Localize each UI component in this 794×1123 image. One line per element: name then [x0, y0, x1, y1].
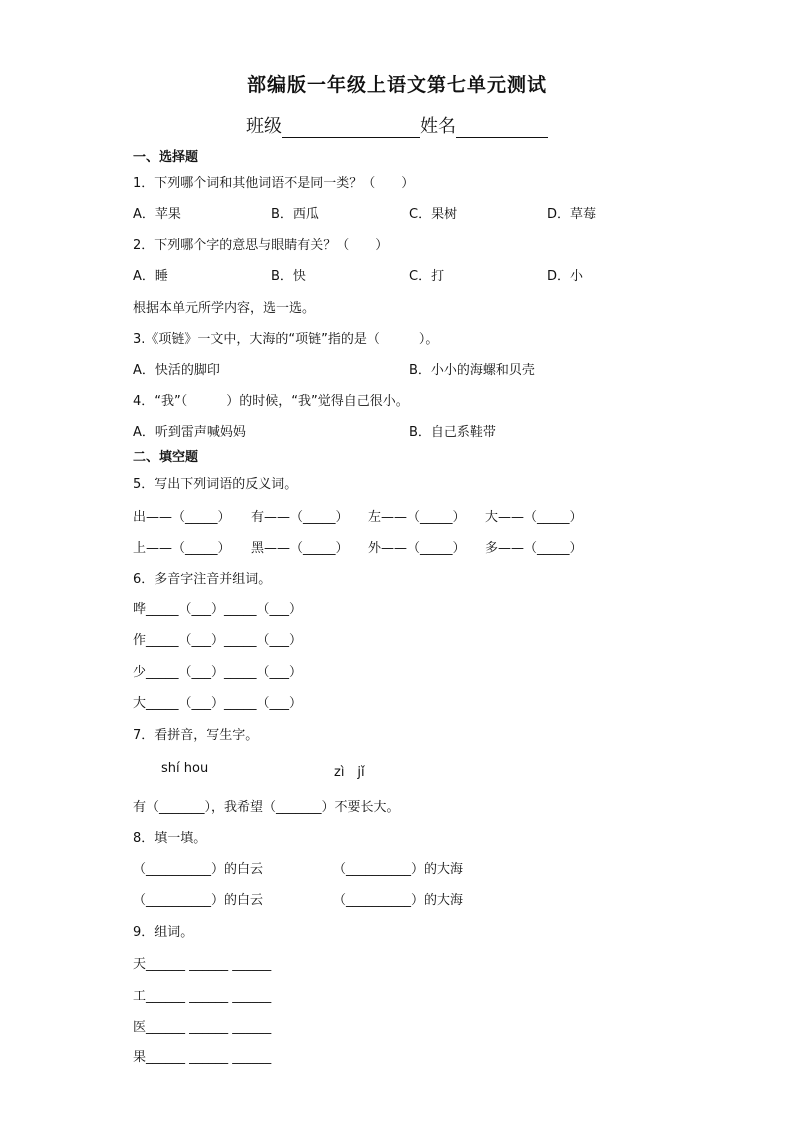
- section-heading-choice: 一、选择题: [133, 150, 199, 165]
- polyphone-row[interactable]: 少_____（___）_____（___）: [133, 665, 303, 680]
- name-label: 姓名: [420, 116, 456, 137]
- fill-item[interactable]: （__________）的大海: [333, 893, 464, 908]
- option-d[interactable]: D．草莓: [547, 207, 597, 222]
- class-label: 班级: [246, 116, 282, 137]
- option-c[interactable]: C．果树: [409, 207, 458, 222]
- antonym-item[interactable]: 出——（_____）: [133, 510, 231, 525]
- option-c[interactable]: C．打: [409, 269, 445, 284]
- question-5: 5．写出下列词语的反义词。: [133, 477, 298, 492]
- pinyin-ziji: zì jǐ: [334, 765, 365, 780]
- polyphone-row[interactable]: 哗_____（___）_____（___）: [133, 602, 303, 617]
- section-heading-fill: 二、填空题: [133, 450, 199, 465]
- option-d[interactable]: D．小: [547, 269, 584, 284]
- question-6: 6．多音字注音并组词。: [133, 572, 272, 587]
- word-row[interactable]: 工______ ______ ______: [133, 989, 272, 1004]
- fill-item[interactable]: （__________）的白云: [133, 862, 264, 877]
- name-class-line: [0, 112, 794, 138]
- option-a[interactable]: A．苹果: [133, 207, 181, 222]
- antonym-item[interactable]: 有——（_____）: [251, 510, 349, 525]
- page-title: 部编版一年级上语文第七单元测试: [246, 74, 547, 96]
- polyphone-row[interactable]: 大_____（___）_____（___）: [133, 696, 303, 711]
- question-7: 7．看拼音，写生字。: [133, 728, 259, 743]
- antonym-item[interactable]: 外——（_____）: [368, 541, 466, 556]
- instruction-text: 根据本单元所学内容，选一选。: [133, 301, 316, 316]
- question-8: 8．填一填。: [133, 831, 207, 846]
- option-b[interactable]: B．快: [271, 269, 306, 284]
- name-blank[interactable]: [456, 119, 548, 138]
- option-b[interactable]: B．自己系鞋带: [409, 425, 496, 440]
- question-4: 4．“我”（ ）的时候，“我”觉得自己很小。: [133, 394, 409, 409]
- word-row[interactable]: 果______ ______ ______: [133, 1050, 272, 1065]
- fill-item[interactable]: （__________）的白云: [133, 893, 264, 908]
- antonym-item[interactable]: 大——（_____）: [485, 510, 583, 525]
- antonym-item[interactable]: 左——（_____）: [368, 510, 466, 525]
- question-1: 1．下列哪个词和其他词语不是同一类？（ ）: [133, 176, 415, 191]
- question-2: 2．下列哪个字的意思与眼睛有关？（ ）: [133, 238, 389, 253]
- fill-item[interactable]: （__________）的大海: [333, 862, 464, 877]
- option-b[interactable]: B．小小的海螺和贝壳: [409, 363, 535, 378]
- option-a[interactable]: A．快活的脚印: [133, 363, 220, 378]
- class-blank[interactable]: [282, 119, 420, 138]
- polyphone-row[interactable]: 作_____（___）_____（___）: [133, 633, 303, 648]
- antonym-item[interactable]: 黑——（_____）: [251, 541, 349, 556]
- option-a[interactable]: A．睡: [133, 269, 168, 284]
- question-9: 9．组词。: [133, 925, 194, 940]
- antonym-item[interactable]: 上——（_____）: [133, 541, 231, 556]
- option-b[interactable]: B．西瓜: [271, 207, 319, 222]
- word-row[interactable]: 天______ ______ ______: [133, 957, 272, 972]
- antonym-item[interactable]: 多——（_____）: [485, 541, 583, 556]
- pinyin-shihou: shí hou: [161, 761, 209, 776]
- question-3: 3.《项链》一文中，大海的“项链”指的是（ ）。: [133, 332, 439, 347]
- pinyin-sentence[interactable]: 有（_______），我希望（_______）不要长大。: [133, 800, 400, 815]
- word-row[interactable]: 医______ ______ ______: [133, 1020, 272, 1035]
- option-a[interactable]: A．听到雷声喊妈妈: [133, 425, 246, 440]
